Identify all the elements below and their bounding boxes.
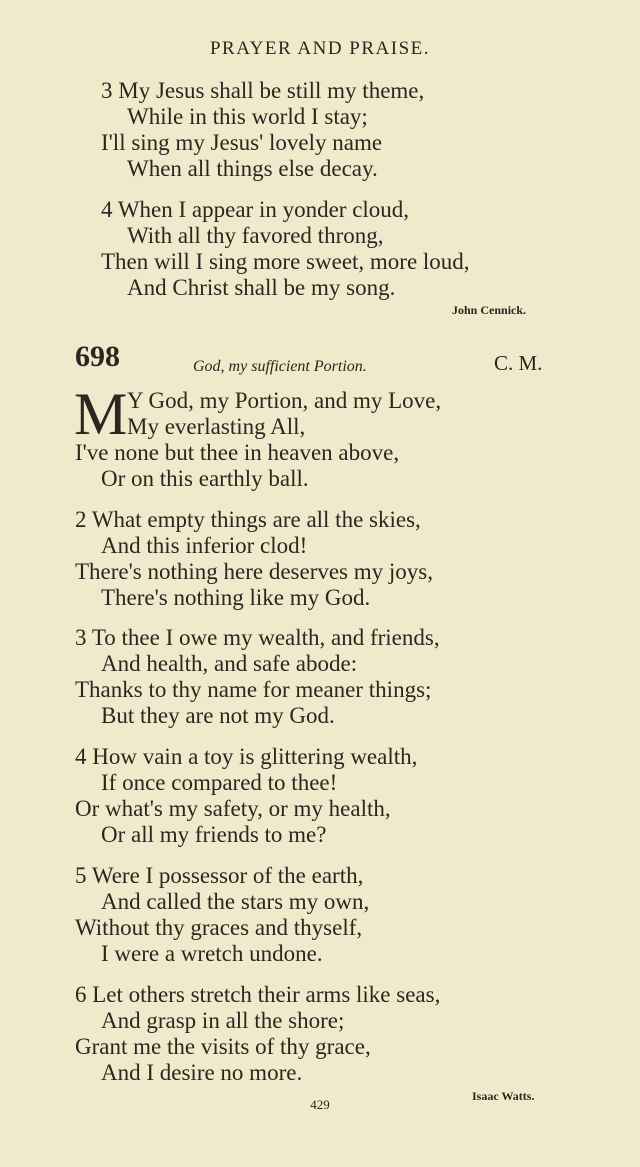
verse-line: Without thy graces and thyself, xyxy=(75,915,363,940)
drop-cap: M xyxy=(74,381,128,447)
verse-line: 3 To thee I owe my wealth, and friends, xyxy=(75,625,440,650)
verse-line: I were a wretch undone. xyxy=(101,941,323,966)
verse-line: Thanks to thy name for meaner things; xyxy=(75,677,432,702)
verse-line: Or what's my safety, or my health, xyxy=(75,796,391,821)
verse-line: Then will I sing more sweet, more loud, xyxy=(101,249,470,274)
page-header: PRAYER AND PRAISE. xyxy=(209,38,431,59)
verse-line: Grant me the visits of thy grace, xyxy=(75,1034,371,1059)
verse-line: Or on this earthly ball. xyxy=(101,466,309,491)
hymn-title: God, my sufficient Portion. xyxy=(193,358,367,375)
verse-line: And called the stars my own, xyxy=(101,889,370,914)
verse-line: And Christ shall be my song. xyxy=(127,275,396,300)
hymn-number: 698 xyxy=(75,340,120,373)
verse-line: There's nothing here deserves my joys, xyxy=(75,559,433,584)
author-attribution: Isaac Watts. xyxy=(472,1089,535,1103)
verse-line: 5 Were I possessor of the earth, xyxy=(75,863,364,888)
verse-line: With all thy favored throng, xyxy=(127,223,384,248)
verse-line: 3 My Jesus shall be still my theme, xyxy=(101,78,425,103)
author-attribution: John Cennick. xyxy=(452,303,527,317)
verse-line: And health, and safe abode: xyxy=(101,651,358,676)
verse-line: 4 How vain a toy is glittering wealth, xyxy=(75,744,418,769)
verse-line: 2 What empty things are all the skies, xyxy=(75,507,421,532)
verse-line: My everlasting All, xyxy=(127,414,306,439)
verse-line: I've none but thee in heaven above, xyxy=(75,440,400,465)
verse-line: I'll sing my Jesus' lovely name xyxy=(101,130,383,155)
verse-line: And grasp in all the shore; xyxy=(101,1008,345,1033)
verse-line: 4 When I appear in yonder cloud, xyxy=(101,197,410,222)
verse-line: There's nothing like my God. xyxy=(101,585,371,610)
verse-line: When all things else decay. xyxy=(127,156,378,181)
verse-line: Or all my friends to me? xyxy=(101,822,327,847)
verse-line: While in this world I stay; xyxy=(127,104,368,129)
verse-line: But they are not my God. xyxy=(101,703,335,728)
verse-line: And I desire no more. xyxy=(101,1060,303,1085)
verse-line: And this inferior clod! xyxy=(101,533,308,558)
verse-line: If once compared to thee! xyxy=(101,770,338,795)
verse-line: Y God, my Portion, and my Love, xyxy=(127,388,442,413)
hymn-meter: C. M. xyxy=(494,351,543,375)
page-number: 429 xyxy=(310,1097,330,1112)
verse-line: 6 Let others stretch their arms like seas, xyxy=(75,982,441,1007)
